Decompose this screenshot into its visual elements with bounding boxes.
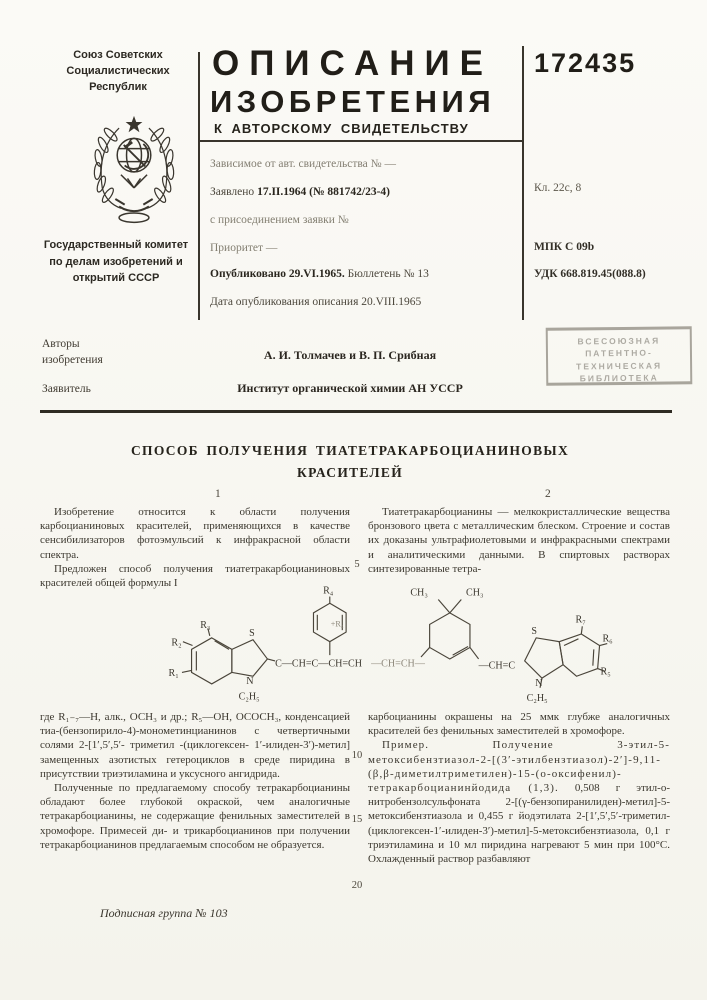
body-columns-bottom	[40, 710, 672, 960]
vertical-divider-left	[198, 52, 200, 320]
subtitle-rule	[200, 140, 522, 142]
svg-text:R₆: R₆	[602, 633, 613, 645]
vertical-divider-right	[522, 46, 524, 320]
chain-left: C—CH=C—CH=CH	[275, 658, 363, 670]
right-column-bottom	[368, 710, 670, 866]
section-divider	[40, 410, 672, 413]
stamp-line: БИБЛИОТЕКА	[579, 372, 659, 384]
class-code: Кл. 22с, 8	[534, 182, 582, 194]
invention-title	[90, 440, 610, 483]
svg-text:S: S	[531, 626, 538, 637]
cyclohexene-ring	[410, 588, 483, 659]
committee-name: Государственный комитет по делам изобретений и открытий СССР	[43, 239, 189, 284]
line-number-15: 15	[351, 814, 363, 825]
paragraph: Предложен способ получения тиатетракарбоцианиновых красителей общей формулы I	[40, 562, 350, 590]
union-name: Союз Советских Социалистических Республик	[66, 49, 170, 93]
stamp-line: ПАТЕНТНО-	[585, 347, 653, 359]
left-column-bottom	[40, 710, 350, 852]
paragraph: карбоцианины окрашены на 25 ммк глубже аналогичных красителей без фенильных заместителей в хромофоре.	[368, 711, 670, 738]
library-stamp	[546, 326, 693, 386]
authors-names: А. И. Толмачев и В. П. Срибная	[263, 348, 437, 362]
field-priority: Приоритет —	[210, 242, 278, 254]
document-type-word1: ОПИСАНИЕ	[212, 44, 493, 83]
paragraph: Изобретение относится к области получения карбоцианиновых красителей, применяющихся в качестве сенсибилизаторов фотоэмульсий к инфракрасной области спектра.	[40, 506, 350, 561]
svg-text:CH₃: CH₃	[466, 587, 484, 599]
example-text: 0,508 г этил-о-нитробензолсульфоната 2-[(γ-бензопиранилиден)-метил]-5-метоксибензтиазола и 0,455 г йодэтилата 2-[1′,5′,5′-триметил-(циклогексен-1′-илиден-3′)-метил]-5-метоксибензтиазола, 0,1 г триэтиламина и 10 мл пиридина нагревают 5 мин при 100°С. Охлажденный раствор разбавляют	[368, 782, 670, 866]
svg-text:R₂: R₂	[171, 637, 182, 649]
stamp-line: ТЕХНИЧЕСКАЯ	[576, 360, 663, 372]
line-number-10: 10	[351, 750, 363, 761]
document-subtitle: К АВТОРСКОМУ СВИДЕТЕЛЬСТВУ	[214, 121, 469, 136]
line-number-5: 5	[354, 559, 360, 570]
applicant-name: Институт органической химии АН УССР	[237, 381, 463, 395]
svg-text:N: N	[535, 677, 543, 689]
svg-text:R₅: R₅	[600, 666, 611, 678]
right-column-top	[368, 505, 670, 576]
invention-title-line2: КРАСИТЕЛЕЙ	[296, 464, 404, 480]
chain-middle: —CH=CH—	[371, 658, 425, 670]
ipc-code: МПК C 09b	[534, 241, 595, 253]
svg-text:C₂H₅: C₂H₅	[238, 691, 260, 703]
paragraph: где R₁₋₇—Н, алк., ОСН₃ и др.; R₅—ОН, ОСОСН₃, конденсацией тиа-(бензопирило-4)-монометинцианинов с четвертичными солями 2-[1′,5′,5′- триметил -(циклогексен- 1′-илиден-3′)-метил] замещенных азотистых гетероциклов в среде пиридина в присутствии триэтиламина и уксусного ангидрида.	[40, 711, 350, 780]
field-publication-date: Дата опубликования описания 20.VIII.1965	[210, 296, 422, 308]
document-type-word2: ИЗОБРЕТЕНИЯ	[210, 84, 496, 119]
field-joined-application: с присоединением заявки №	[210, 214, 349, 226]
field-published: Опубликовано 29.VI.1965. Бюллетень № 13	[210, 268, 429, 280]
paragraph: Тиатетракарбоцианины — мелкокристаллические вещества бронзового цвета с металлическим блеском. Строение и состав их доказаны ультрафиолетовыми и инфракрасными спектрами и аналитическими данными. В спиртовых растворах синтезированные тетра-	[368, 506, 670, 575]
line-number-20: 20	[351, 880, 363, 891]
svg-text:R₄: R₄	[323, 585, 334, 597]
svg-text:CH₃: CH₃	[410, 587, 428, 599]
svg-text:C₂H₅: C₂H₅	[526, 693, 548, 705]
chemical-structure-diagram	[133, 584, 613, 708]
svg-text:S: S	[249, 627, 255, 639]
stamp-line: ВСЕСОЮЗНАЯ	[577, 335, 661, 347]
column-number-2: 2	[545, 488, 551, 500]
svg-text:N: N	[246, 675, 254, 687]
field-dependent: Зависимое от авт. свидетельства № —	[210, 158, 397, 170]
svg-text:R₇: R₇	[575, 614, 586, 626]
example-heading: Пример. Получение 3-этил-5-метоксибензтиазол-2-[(3′-этилбензтиазол)-2′]-9,11-(β,β-диметилтриметилен)-15-(о-оксифенил)-тетракарбоцианинйодида (1,3).	[368, 739, 670, 795]
chain-right: —CH=C	[478, 660, 516, 672]
invention-title-line1: СПОСОБ ПОЛУЧЕНИЯ ТИАТЕТРАКАРБОЦИАНИНОВЫХ	[130, 443, 570, 458]
soviet-emblem-icon	[78, 112, 190, 230]
svg-text:R₃: R₃	[200, 620, 211, 632]
authors-label: Авторы изобретения	[42, 338, 103, 366]
subscription-group-note: Подписная группа № 103	[100, 906, 228, 920]
column-number-1: 1	[215, 488, 221, 500]
paragraph-example	[368, 738, 670, 866]
paragraph: Полученные по предлагаемому способу тетракарбоцианины обладают более глубокой окраской, чем аналогичные тетракарбоцианины, не содержащие фенильных заместителей в хромофоре. Примесей ди- и трикарбоцианинов при получении тетракарбоцианинов предлагаемым способом не образуется.	[40, 782, 350, 851]
applicant-label: Заявитель	[42, 383, 91, 395]
left-column-top	[40, 505, 350, 590]
phenyl-ring	[313, 586, 346, 655]
patent-number: 172435	[534, 48, 637, 78]
right-benzothiazole-ring	[525, 614, 613, 704]
svg-text:R₁: R₁	[168, 668, 179, 680]
udc-code: УДК 668.819.45(088.8)	[534, 268, 646, 280]
left-benzothiazole-ring	[169, 620, 276, 702]
field-filed: Заявлено 17.II.1964 (№ 881742/23-4)	[210, 186, 391, 198]
svg-text:+R₄: +R₄	[330, 619, 344, 629]
